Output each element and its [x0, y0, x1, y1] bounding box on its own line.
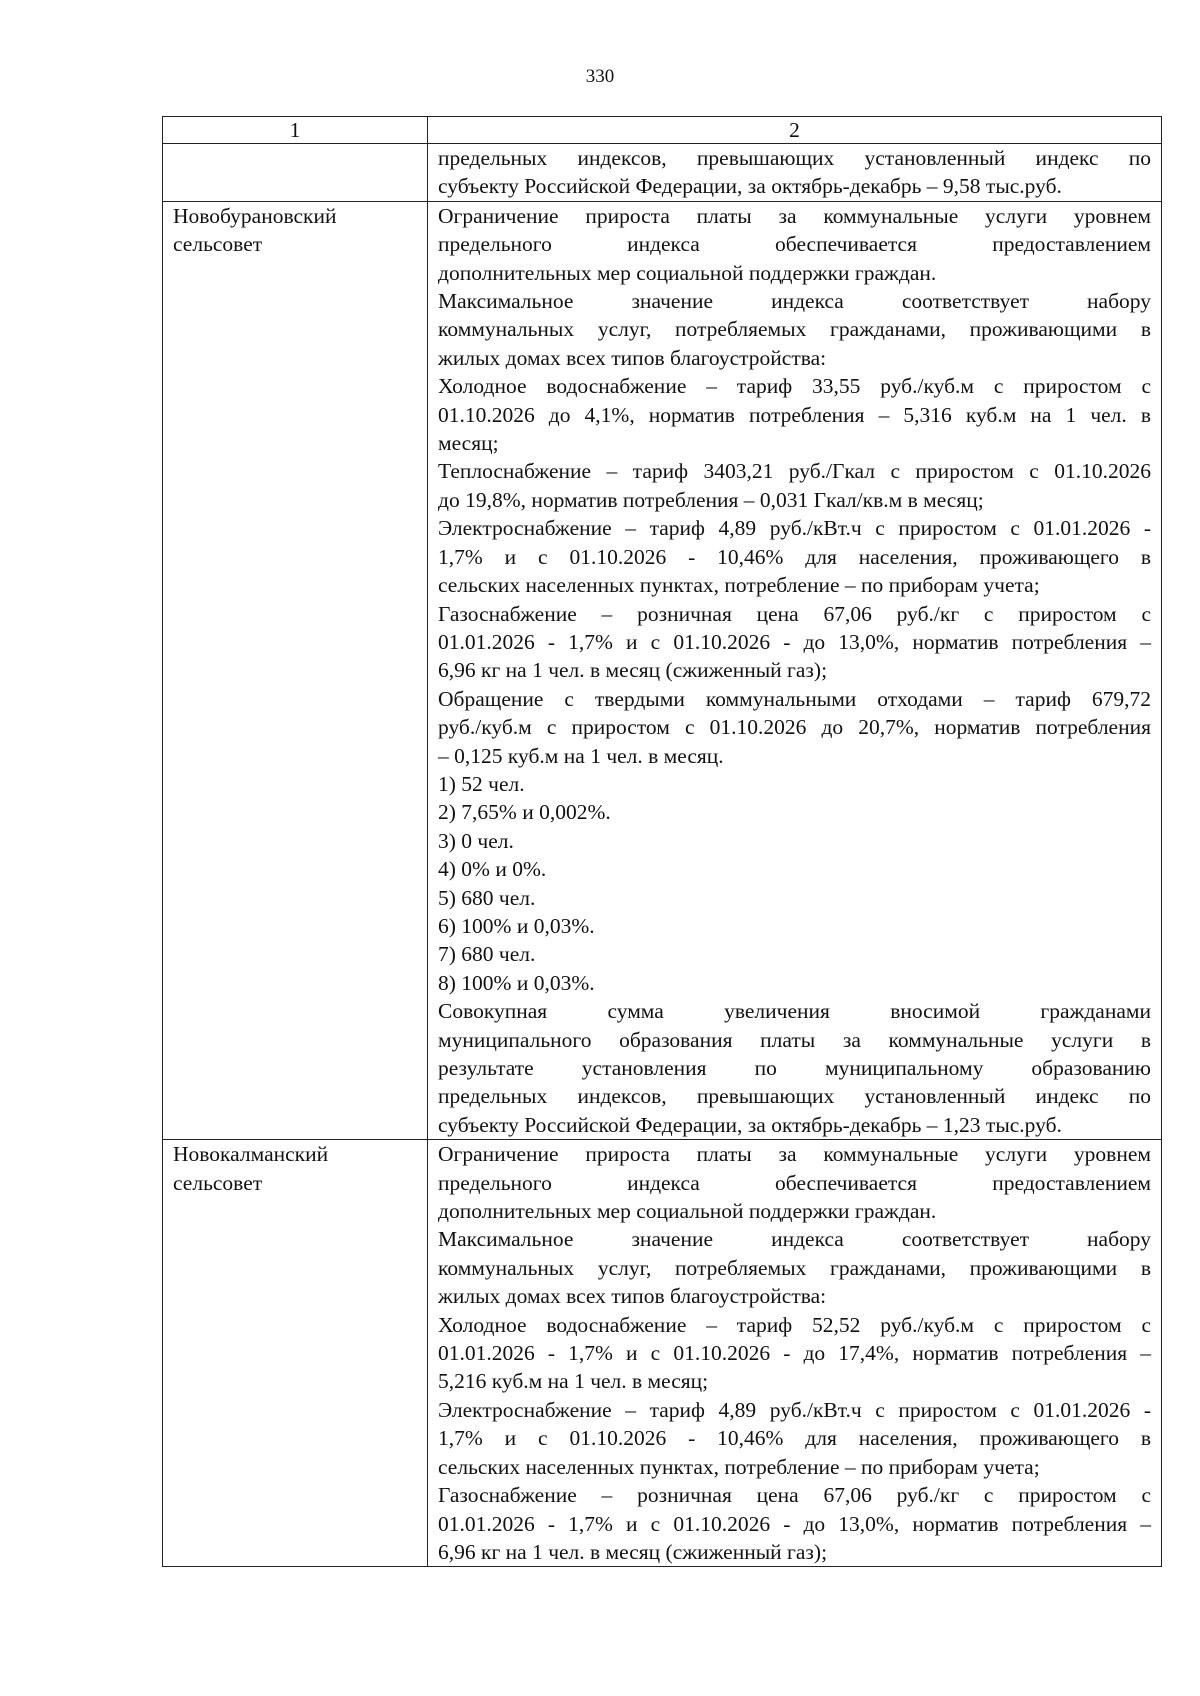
- municipality-name-line: сельсовет: [173, 1170, 263, 1195]
- text-line: коммунальных услуг, потребляемых гражданами, проживающими в: [438, 317, 1151, 342]
- text-line: дополнительных мер социальной поддержки граждан.: [438, 1199, 937, 1224]
- text-line: 1,7% и с 01.10.2026 - 10,46% для населения, проживающего в: [438, 1426, 1151, 1451]
- municipality-cell: [163, 144, 428, 202]
- text-line: сельских населенных пунктах, потребление – по приборам учета;: [438, 1454, 1040, 1479]
- text-line: жилых домах всех типов благоустройства:: [438, 1284, 827, 1309]
- text-line: коммунальных услуг, потребляемых гражданами, проживающими в: [438, 1255, 1151, 1280]
- municipality-name-line: Новокалманский: [173, 1142, 329, 1167]
- text-line: 4) 0% и 0%.: [438, 857, 547, 882]
- table-row: [163, 201, 1162, 1139]
- text-line: субъекту Российской Федерации, за октябрь-декабрь – 9,58 тыс.руб.: [438, 174, 1062, 199]
- text-line: Электроснабжение – тариф 4,89 руб./кВт.ч с приростом с 01.01.2026 -: [438, 1397, 1151, 1422]
- text-line: – 0,125 куб.м на 1 чел. в месяц.: [438, 743, 724, 768]
- municipality-name-line: сельсовет: [173, 232, 263, 257]
- text-line: 6,96 кг на 1 чел. в месяц (сжиженный газ);: [438, 1539, 828, 1564]
- text-line: 3) 0 чел.: [438, 828, 514, 853]
- description-cell: [428, 1140, 1162, 1567]
- text-line: Обращение с твердыми коммунальными отходами – тариф 679,72: [438, 686, 1151, 711]
- municipality-cell: [163, 201, 428, 1139]
- text-line: субъекту Российской Федерации, за октябрь-декабрь – 1,23 тыс.руб.: [438, 1112, 1062, 1137]
- text-line: жилых домах всех типов благоустройства:: [438, 345, 827, 370]
- text-line: 01.10.2026 до 4,1%, норматив потребления – 5,316 куб.м на 1 чел. в: [438, 402, 1151, 427]
- text-line: 1) 52 чел.: [438, 771, 525, 796]
- text-line: муниципального образования платы за коммунальные услуги в: [438, 1027, 1151, 1052]
- text-line: Максимальное значение индекса соответствует набору: [438, 289, 1151, 314]
- text-line: руб./куб.м с приростом с 01.10.2026 до 20,7%, норматив потребления: [438, 715, 1151, 740]
- text-line: до 19,8%, норматив потребления – 0,031 Гкал/кв.м в месяц;: [438, 487, 984, 512]
- text-line: Теплоснабжение – тариф 3403,21 руб./Гкал с приростом с 01.10.2026: [438, 459, 1151, 484]
- text-line: 2) 7,65% и 0,002%.: [438, 800, 611, 825]
- description-cell: [428, 144, 1162, 202]
- text-line: предельного индекса обеспечивается предоставлением: [438, 232, 1151, 257]
- text-line: 8) 100% и 0,03%.: [438, 970, 595, 995]
- text-line: 5) 680 чел.: [438, 885, 536, 910]
- text-line: предельных индексов, превышающих установленный индекс по: [438, 146, 1151, 170]
- table-header-row: [163, 117, 1162, 144]
- text-line: 01.01.2026 - 1,7% и с 01.10.2026 - до 13,0%, норматив потребления –: [438, 629, 1151, 654]
- text-line: 6,96 кг на 1 чел. в месяц (сжиженный газ);: [438, 658, 828, 683]
- page-number: 330: [585, 66, 615, 87]
- description-cell: [428, 201, 1162, 1139]
- text-line: результате установления по муниципальному образованию: [438, 1056, 1151, 1080]
- text-line: 5,216 куб.м на 1 чел. в месяц;: [438, 1369, 709, 1394]
- text-line: Газоснабжение – розничная цена 67,06 руб./кг с приростом с: [438, 1483, 1151, 1508]
- text-line: Ограничение прироста платы за коммунальные услуги уровнем: [438, 203, 1151, 228]
- text-line: Ограничение прироста платы за коммунальные услуги уровнем: [438, 1142, 1151, 1167]
- text-line: сельских населенных пунктах, потребление – по приборам учета;: [438, 573, 1040, 598]
- text-line: предельных индексов, превышающих установленный индекс по: [438, 1084, 1151, 1109]
- text-line: Электроснабжение – тариф 4,89 руб./кВт.ч с приростом с 01.01.2026 -: [438, 516, 1151, 541]
- text-line: 1,7% и с 01.10.2026 - 10,46% для населения, проживающего в: [438, 544, 1151, 569]
- table-row: [163, 144, 1162, 202]
- municipality-name-line: Новобурановский: [173, 203, 337, 228]
- column-header-1: 1: [163, 117, 428, 144]
- tariff-table: [162, 116, 1162, 1567]
- text-line: месяц;: [438, 431, 499, 456]
- text-line: Совокупная сумма увеличения вносимой гражданами: [438, 999, 1151, 1024]
- text-line: предельного индекса обеспечивается предоставлением: [438, 1170, 1151, 1195]
- text-line: Холодное водоснабжение – тариф 52,52 руб./куб.м с приростом с: [438, 1312, 1151, 1337]
- text-line: Холодное водоснабжение – тариф 33,55 руб./куб.м с приростом с: [438, 374, 1151, 399]
- column-header-2: 2: [428, 117, 1162, 144]
- municipality-cell: [163, 1140, 428, 1567]
- text-line: 01.01.2026 - 1,7% и с 01.10.2026 - до 17,4%, норматив потребления –: [438, 1341, 1151, 1366]
- text-line: Газоснабжение – розничная цена 67,06 руб./кг с приростом с: [438, 601, 1151, 626]
- text-line: 01.01.2026 - 1,7% и с 01.10.2026 - до 13,0%, норматив потребления –: [438, 1511, 1151, 1536]
- text-line: дополнительных мер социальной поддержки граждан.: [438, 260, 937, 285]
- text-line: 6) 100% и 0,03%.: [438, 913, 595, 938]
- text-line: 7) 680 чел.: [438, 942, 536, 967]
- text-line: Максимальное значение индекса соответствует набору: [438, 1227, 1151, 1252]
- table-row: [163, 1140, 1162, 1567]
